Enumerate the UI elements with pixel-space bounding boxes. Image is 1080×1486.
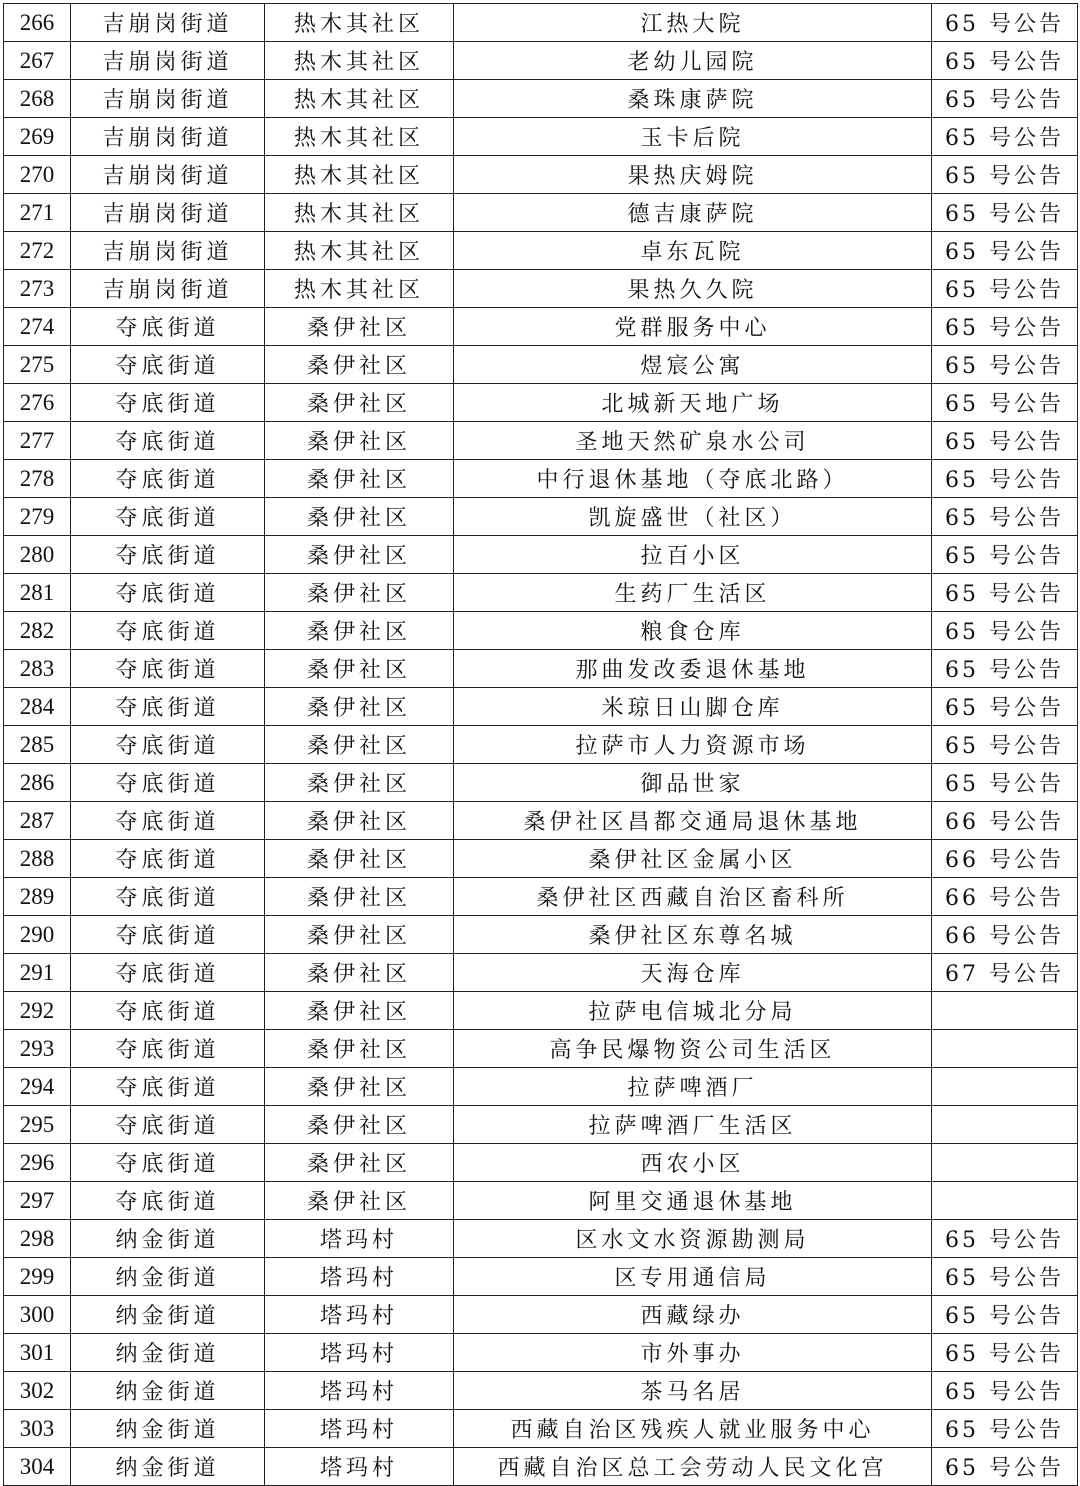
street-cell: 吉崩岗街道 [71, 270, 265, 308]
notice-cell [932, 1144, 1078, 1182]
place-cell: 江热大院 [454, 4, 932, 42]
street-cell: 夺底街道 [71, 1030, 265, 1068]
community-cell: 桑伊社区 [265, 308, 454, 346]
community-cell: 桑伊社区 [265, 1144, 454, 1182]
table-row [4, 878, 1078, 916]
row-number-cell: 267 [4, 42, 71, 80]
community-cell: 热木其社区 [265, 156, 454, 194]
community-cell: 桑伊社区 [265, 536, 454, 574]
row-number-cell: 269 [4, 118, 71, 156]
community-cell: 塔玛村 [265, 1372, 454, 1410]
table-row [4, 612, 1078, 650]
table-row [4, 1220, 1078, 1258]
place-cell: 西农小区 [454, 1144, 932, 1182]
table-row [4, 840, 1078, 878]
place-cell: 米琼日山脚仓库 [454, 688, 932, 726]
community-cell: 桑伊社区 [265, 688, 454, 726]
community-cell: 热木其社区 [265, 80, 454, 118]
table-row [4, 536, 1078, 574]
community-cell: 桑伊社区 [265, 498, 454, 536]
community-cell: 桑伊社区 [265, 992, 454, 1030]
table-row [4, 1334, 1078, 1372]
table-row [4, 270, 1078, 308]
place-cell: 中行退休基地（夺底北路） [454, 460, 932, 498]
place-cell: 果热久久院 [454, 270, 932, 308]
table-row [4, 384, 1078, 422]
notice-cell: 65 号公告 [932, 498, 1078, 536]
notice-cell: 65 号公告 [932, 232, 1078, 270]
street-cell: 纳金街道 [71, 1258, 265, 1296]
table-row [4, 194, 1078, 232]
row-number-cell: 270 [4, 156, 71, 194]
table-row [4, 1372, 1078, 1410]
row-number-cell: 266 [4, 4, 71, 42]
place-cell: 拉萨电信城北分局 [454, 992, 932, 1030]
row-number-cell: 295 [4, 1106, 71, 1144]
row-number-cell: 282 [4, 612, 71, 650]
notice-cell: 65 号公告 [932, 574, 1078, 612]
notice-cell: 65 号公告 [932, 764, 1078, 802]
street-cell: 吉崩岗街道 [71, 156, 265, 194]
community-cell: 热木其社区 [265, 194, 454, 232]
table-row [4, 308, 1078, 346]
place-cell: 御品世家 [454, 764, 932, 802]
place-cell: 西藏绿办 [454, 1296, 932, 1334]
community-cell: 热木其社区 [265, 4, 454, 42]
notice-cell [932, 1068, 1078, 1106]
place-cell: 德吉康萨院 [454, 194, 932, 232]
table-row [4, 726, 1078, 764]
street-cell: 夺底街道 [71, 422, 265, 460]
table-row [4, 992, 1078, 1030]
row-number-cell: 275 [4, 346, 71, 384]
community-cell: 塔玛村 [265, 1334, 454, 1372]
table-row [4, 232, 1078, 270]
notice-cell: 65 号公告 [932, 1448, 1078, 1486]
row-number-cell: 297 [4, 1182, 71, 1220]
row-number-cell: 273 [4, 270, 71, 308]
notice-cell: 65 号公告 [932, 1372, 1078, 1410]
street-cell: 夺底街道 [71, 650, 265, 688]
notice-cell: 65 号公告 [932, 270, 1078, 308]
row-number-cell: 302 [4, 1372, 71, 1410]
notice-cell: 65 号公告 [932, 726, 1078, 764]
street-cell: 夺底街道 [71, 308, 265, 346]
place-cell: 西藏自治区总工会劳动人民文化宫 [454, 1448, 932, 1486]
community-cell: 桑伊社区 [265, 1182, 454, 1220]
street-cell: 纳金街道 [71, 1220, 265, 1258]
community-cell: 塔玛村 [265, 1258, 454, 1296]
street-cell: 夺底街道 [71, 346, 265, 384]
community-cell: 桑伊社区 [265, 954, 454, 992]
place-cell: 凯旋盛世（社区） [454, 498, 932, 536]
place-cell: 市外事办 [454, 1334, 932, 1372]
street-cell: 夺底街道 [71, 1068, 265, 1106]
place-cell: 茶马名居 [454, 1372, 932, 1410]
notice-cell: 65 号公告 [932, 308, 1078, 346]
row-number-cell: 274 [4, 308, 71, 346]
street-cell: 纳金街道 [71, 1296, 265, 1334]
row-number-cell: 271 [4, 194, 71, 232]
notice-cell: 65 号公告 [932, 80, 1078, 118]
place-cell: 高争民爆物资公司生活区 [454, 1030, 932, 1068]
street-cell: 纳金街道 [71, 1372, 265, 1410]
notice-cell: 65 号公告 [932, 346, 1078, 384]
table-row [4, 1144, 1078, 1182]
row-number-cell: 294 [4, 1068, 71, 1106]
row-number-cell: 284 [4, 688, 71, 726]
table-row [4, 1106, 1078, 1144]
place-cell: 桑伊社区东尊名城 [454, 916, 932, 954]
community-cell: 桑伊社区 [265, 612, 454, 650]
community-cell: 热木其社区 [265, 232, 454, 270]
table-row [4, 1410, 1078, 1448]
notice-cell: 67 号公告 [932, 954, 1078, 992]
place-cell: 党群服务中心 [454, 308, 932, 346]
row-number-cell: 285 [4, 726, 71, 764]
street-cell: 夺底街道 [71, 802, 265, 840]
community-cell: 桑伊社区 [265, 460, 454, 498]
notice-cell: 65 号公告 [932, 612, 1078, 650]
place-cell: 粮食仓库 [454, 612, 932, 650]
table-row [4, 764, 1078, 802]
table-row [4, 650, 1078, 688]
community-cell: 桑伊社区 [265, 1030, 454, 1068]
place-cell: 生药厂生活区 [454, 574, 932, 612]
row-number-cell: 299 [4, 1258, 71, 1296]
place-cell: 区专用通信局 [454, 1258, 932, 1296]
notice-cell [932, 992, 1078, 1030]
row-number-cell: 287 [4, 802, 71, 840]
notice-cell: 65 号公告 [932, 1220, 1078, 1258]
community-cell: 塔玛村 [265, 1448, 454, 1486]
street-cell: 吉崩岗街道 [71, 80, 265, 118]
community-cell: 塔玛村 [265, 1220, 454, 1258]
community-cell: 桑伊社区 [265, 1106, 454, 1144]
row-number-cell: 288 [4, 840, 71, 878]
row-number-cell: 293 [4, 1030, 71, 1068]
notice-cell: 65 号公告 [932, 650, 1078, 688]
place-cell: 老幼儿园院 [454, 42, 932, 80]
row-number-cell: 303 [4, 1410, 71, 1448]
row-number-cell: 289 [4, 878, 71, 916]
street-cell: 夺底街道 [71, 460, 265, 498]
community-cell: 桑伊社区 [265, 916, 454, 954]
row-number-cell: 291 [4, 954, 71, 992]
place-cell: 拉萨啤酒厂生活区 [454, 1106, 932, 1144]
row-number-cell: 281 [4, 574, 71, 612]
table-row [4, 1448, 1078, 1486]
community-cell: 桑伊社区 [265, 346, 454, 384]
street-cell: 夺底街道 [71, 1106, 265, 1144]
notice-cell [932, 1030, 1078, 1068]
street-cell: 吉崩岗街道 [71, 42, 265, 80]
row-number-cell: 277 [4, 422, 71, 460]
place-cell: 北城新天地广场 [454, 384, 932, 422]
table-row [4, 42, 1078, 80]
notice-cell: 65 号公告 [932, 194, 1078, 232]
table-row [4, 916, 1078, 954]
notice-cell: 65 号公告 [932, 688, 1078, 726]
place-cell: 拉萨市人力资源市场 [454, 726, 932, 764]
notice-cell: 65 号公告 [932, 118, 1078, 156]
community-cell: 热木其社区 [265, 42, 454, 80]
place-cell: 玉卡后院 [454, 118, 932, 156]
table-row [4, 1182, 1078, 1220]
row-number-cell: 300 [4, 1296, 71, 1334]
place-cell: 那曲发改委退休基地 [454, 650, 932, 688]
community-cell: 桑伊社区 [265, 422, 454, 460]
row-number-cell: 286 [4, 764, 71, 802]
table-row [4, 1258, 1078, 1296]
notice-cell: 65 号公告 [932, 1410, 1078, 1448]
place-cell: 西藏自治区残疾人就业服务中心 [454, 1410, 932, 1448]
community-cell: 塔玛村 [265, 1296, 454, 1334]
community-cell: 桑伊社区 [265, 802, 454, 840]
place-cell: 煜宸公寓 [454, 346, 932, 384]
table-body [4, 4, 1078, 1486]
street-cell: 夺底街道 [71, 384, 265, 422]
street-cell: 吉崩岗街道 [71, 194, 265, 232]
row-number-cell: 304 [4, 1448, 71, 1486]
street-cell: 吉崩岗街道 [71, 118, 265, 156]
street-cell: 夺底街道 [71, 840, 265, 878]
place-cell: 区水文水资源勘测局 [454, 1220, 932, 1258]
street-cell: 夺底街道 [71, 726, 265, 764]
notice-cell [932, 1106, 1078, 1144]
community-cell: 桑伊社区 [265, 840, 454, 878]
table-row [4, 422, 1078, 460]
notice-cell: 66 号公告 [932, 840, 1078, 878]
community-cell: 桑伊社区 [265, 764, 454, 802]
street-cell: 夺底街道 [71, 954, 265, 992]
notice-cell: 65 号公告 [932, 460, 1078, 498]
row-number-cell: 292 [4, 992, 71, 1030]
community-cell: 热木其社区 [265, 118, 454, 156]
street-cell: 夺底街道 [71, 574, 265, 612]
table-row [4, 802, 1078, 840]
row-number-cell: 272 [4, 232, 71, 270]
table-row [4, 156, 1078, 194]
street-cell: 夺底街道 [71, 536, 265, 574]
place-cell: 阿里交通退休基地 [454, 1182, 932, 1220]
row-number-cell: 290 [4, 916, 71, 954]
place-cell: 桑珠康萨院 [454, 80, 932, 118]
table-row [4, 118, 1078, 156]
community-cell: 塔玛村 [265, 1410, 454, 1448]
community-cell: 桑伊社区 [265, 650, 454, 688]
place-cell: 天海仓库 [454, 954, 932, 992]
notice-cell: 66 号公告 [932, 802, 1078, 840]
place-cell: 卓东瓦院 [454, 232, 932, 270]
row-number-cell: 298 [4, 1220, 71, 1258]
street-cell: 纳金街道 [71, 1334, 265, 1372]
community-cell: 桑伊社区 [265, 726, 454, 764]
row-number-cell: 283 [4, 650, 71, 688]
place-cell: 果热庆姆院 [454, 156, 932, 194]
place-cell: 拉萨啤酒厂 [454, 1068, 932, 1106]
table-row [4, 688, 1078, 726]
row-number-cell: 301 [4, 1334, 71, 1372]
community-cell: 桑伊社区 [265, 1068, 454, 1106]
street-cell: 夺底街道 [71, 688, 265, 726]
street-cell: 纳金街道 [71, 1448, 265, 1486]
notice-cell: 65 号公告 [932, 1334, 1078, 1372]
street-cell: 夺底街道 [71, 612, 265, 650]
table-row [4, 1296, 1078, 1334]
notice-cell: 66 号公告 [932, 878, 1078, 916]
row-number-cell: 296 [4, 1144, 71, 1182]
street-cell: 吉崩岗街道 [71, 232, 265, 270]
notice-cell: 65 号公告 [932, 422, 1078, 460]
street-cell: 纳金街道 [71, 1410, 265, 1448]
notice-cell: 65 号公告 [932, 156, 1078, 194]
street-cell: 夺底街道 [71, 878, 265, 916]
notice-cell: 65 号公告 [932, 1296, 1078, 1334]
row-number-cell: 279 [4, 498, 71, 536]
street-cell: 夺底街道 [71, 764, 265, 802]
notice-table [3, 3, 1078, 1486]
place-cell: 桑伊社区金属小区 [454, 840, 932, 878]
table-row [4, 80, 1078, 118]
row-number-cell: 276 [4, 384, 71, 422]
community-cell: 桑伊社区 [265, 574, 454, 612]
row-number-cell: 280 [4, 536, 71, 574]
table-row [4, 460, 1078, 498]
place-cell: 拉百小区 [454, 536, 932, 574]
notice-cell: 65 号公告 [932, 4, 1078, 42]
community-cell: 热木其社区 [265, 270, 454, 308]
row-number-cell: 278 [4, 460, 71, 498]
community-cell: 桑伊社区 [265, 878, 454, 916]
table-row [4, 1030, 1078, 1068]
street-cell: 夺底街道 [71, 1182, 265, 1220]
notice-cell: 65 号公告 [932, 1258, 1078, 1296]
street-cell: 夺底街道 [71, 498, 265, 536]
street-cell: 夺底街道 [71, 992, 265, 1030]
table-row [4, 574, 1078, 612]
place-cell: 桑伊社区昌都交通局退休基地 [454, 802, 932, 840]
notice-cell: 65 号公告 [932, 536, 1078, 574]
table-row [4, 4, 1078, 42]
table-row [4, 346, 1078, 384]
notice-cell [932, 1182, 1078, 1220]
notice-cell: 65 号公告 [932, 384, 1078, 422]
place-cell: 桑伊社区西藏自治区畜科所 [454, 878, 932, 916]
place-cell: 圣地天然矿泉水公司 [454, 422, 932, 460]
row-number-cell: 268 [4, 80, 71, 118]
street-cell: 夺底街道 [71, 1144, 265, 1182]
table-row [4, 498, 1078, 536]
street-cell: 夺底街道 [71, 916, 265, 954]
community-cell: 桑伊社区 [265, 384, 454, 422]
table-row [4, 954, 1078, 992]
notice-cell: 66 号公告 [932, 916, 1078, 954]
table-row [4, 1068, 1078, 1106]
notice-cell: 65 号公告 [932, 42, 1078, 80]
street-cell: 吉崩岗街道 [71, 4, 265, 42]
